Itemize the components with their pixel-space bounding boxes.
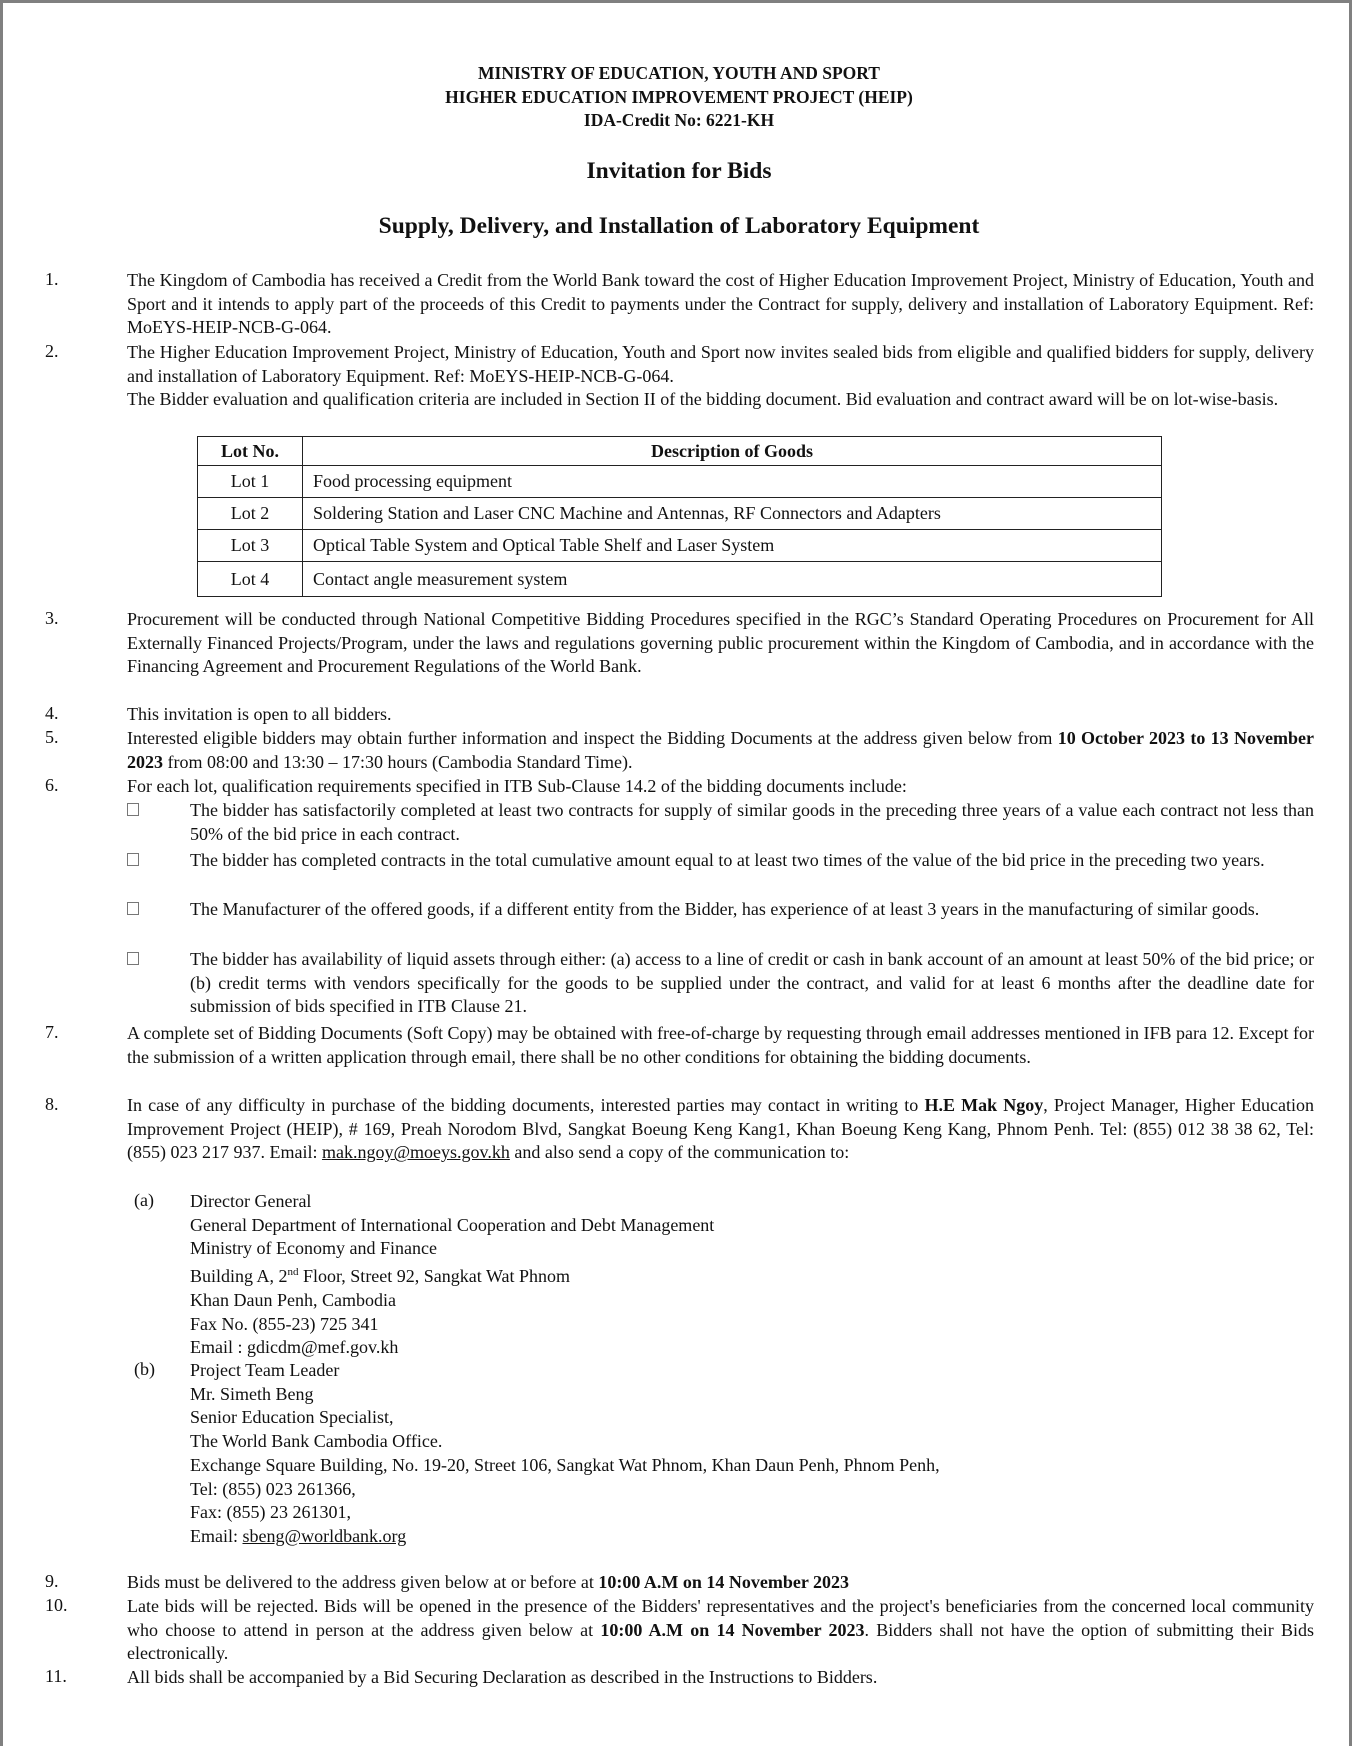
item-2-text: The Higher Education Improvement Project, Ministry of Education, Youth and Sport now invites sealed bids from eligible and qualified bidders for supply, delivery and installation of Laboratory Equipment. Ref: MoEYS-HEIP-NCB-G-064. bbox=[127, 342, 1314, 386]
address-line: Director General bbox=[190, 1191, 312, 1211]
item-number: 9. bbox=[45, 1571, 59, 1591]
item-number: 5. bbox=[45, 727, 59, 747]
item-4-text: This invitation is open to all bidders. bbox=[127, 704, 392, 724]
checkbox-bullet-icon bbox=[127, 902, 139, 920]
address-line: Project Team Leader bbox=[190, 1360, 340, 1380]
document-title: Invitation for Bids bbox=[586, 158, 772, 184]
item-number: 6. bbox=[45, 775, 59, 795]
project-manager-email-link[interactable]: mak.ngoy@moeys.gov.kh bbox=[321, 1142, 510, 1163]
address-building: Building A, 2 bbox=[190, 1266, 288, 1287]
contact-a-address bbox=[190, 1190, 714, 1360]
inspection-period: 10 October 2023 to 13 November 2023 bbox=[127, 728, 1314, 772]
ordinal-suffix: nd bbox=[287, 1266, 299, 1279]
lot-number: Lot 3 bbox=[198, 530, 303, 562]
item-7-text: A complete set of Bidding Documents (Soft Copy) may be obtained with free-of-charge by requesting through email addresses mentioned in IFB para 12. Except for the submission of a written application through email, there shall be no other conditions for obtaining the bidding documents. bbox=[127, 1023, 1314, 1067]
lot-number: Lot 2 bbox=[198, 498, 303, 530]
item-number: 1. bbox=[45, 269, 59, 289]
table-header-row bbox=[198, 437, 1162, 466]
address-line: Ministry of Economy and Finance bbox=[190, 1238, 437, 1259]
lot-description: Contact angle measurement system bbox=[303, 562, 1162, 597]
bid-opening-time: 10:00 A.M on 14 November 2023 bbox=[600, 1619, 865, 1640]
item-number: 2. bbox=[45, 341, 59, 361]
item-number: 11. bbox=[45, 1666, 67, 1686]
item-8-text-middle: , Project Manager, Higher Education Improvement Project (HEIP), # 169, Preah Norodom Blvd, Sangkat Boeung Keng Kang1, Khan Boeung Keng Kang, Phnom Penh. Tel: (855) 012 38 38 62, Tel: (855) 023 217 937. Email: bbox=[127, 1095, 1314, 1163]
table-row bbox=[198, 530, 1162, 562]
table-row bbox=[198, 466, 1162, 498]
qualification-requirement: The bidder has completed contracts in the total cumulative amount equal to at least two times of the value of the bid price in the preceding two years. bbox=[190, 850, 1265, 870]
contact-b-address bbox=[190, 1359, 940, 1549]
item-6-text: For each lot, qualification requirements specified in ITB Sub-Clause 14.2 of the bidding documents include: bbox=[127, 776, 907, 796]
item-number: 3. bbox=[45, 608, 59, 628]
address-line: Exchange Square Building, No. 19-20, Street 106, Sangkat Wat Phnom, Khan Daun Penh, Phnom Penh, bbox=[190, 1454, 940, 1475]
item-8-text bbox=[127, 1094, 1314, 1165]
address-line bbox=[190, 1261, 714, 1289]
item-8-text-start: In case of any difficulty in purchase of the bidding documents, interested parties may contact in writing to bbox=[127, 1095, 925, 1115]
qualification-requirement: The bidder has satisfactorily completed at least two contracts for supply of similar goods in the preceding three years of a value each contract not less than 50% of the bid price in each contract. bbox=[190, 800, 1314, 844]
item-number: 7. bbox=[45, 1022, 59, 1042]
item-3-text: Procurement will be conducted through National Competitive Bidding Procedures specified in the RGC’s Standard Operating Procedures on Procurement for All Externally Financed Projects/Program, under the laws and regulations governing public procurement within the Kingdom of Cambodia, and in accordance with the Financing Agreement and Procurement Regulations of the World Bank. bbox=[127, 609, 1314, 677]
lot-description: Optical Table System and Optical Table Shelf and Laser System bbox=[303, 530, 1162, 562]
item-1-text: The Kingdom of Cambodia has received a Credit from the World Bank toward the cost of Higher Education Improvement Project, Ministry of Education, Youth and Sport and it intends to apply part of the proceeds of this Credit to payments under the Contract for supply, delivery and installation of Laboratory Equipment. Ref: MoEYS-HEIP-NCB-G-064. bbox=[127, 270, 1314, 338]
bid-deadline: 10:00 A.M on 14 November 2023 bbox=[598, 1572, 850, 1592]
item-number: 8. bbox=[45, 1094, 59, 1114]
phone-line: Tel: (855) 023 261366, bbox=[190, 1478, 356, 1499]
item-9-text-start: Bids must be delivered to the address given below at or before at bbox=[127, 1572, 599, 1592]
team-leader-email-link[interactable]: sbeng@worldbank.org bbox=[242, 1525, 407, 1546]
email-label: Email: bbox=[190, 1525, 243, 1546]
item-10-text bbox=[127, 1595, 1314, 1666]
column-header-lot: Lot No. bbox=[198, 437, 303, 466]
item-9-text bbox=[127, 1571, 1314, 1595]
contact-a-label: (a) bbox=[134, 1190, 154, 1210]
item-5-text bbox=[127, 727, 1314, 774]
lot-description: Food processing equipment bbox=[303, 466, 1162, 498]
credit-number: IDA-Credit No: 6221-KH bbox=[583, 110, 775, 130]
document-page bbox=[3, 3, 1349, 1746]
address-street: Floor, Street 92, Sangkat Wat Phnom bbox=[298, 1266, 571, 1287]
item-10-text-end: . Bidders shall not have the option of submitting their Bids electronically. bbox=[127, 1619, 1314, 1664]
qualification-requirement: The bidder has availability of liquid assets through either: (a) access to a line of credit or cash in bank account of an amount at least 50% of the bid price; or (b) credit terms with vendors specifically for the goods to be supplied under the contract, and valid for at least 6 months after the deadline date for submission of bids specified in ITB Clause 21. bbox=[190, 949, 1314, 1017]
checkbox-bullet-icon bbox=[127, 803, 139, 821]
column-header-description: Description of Goods bbox=[303, 437, 1162, 466]
item-11-text: All bids shall be accompanied by a Bid Securing Declaration as described in the Instructions to Bidders. bbox=[127, 1667, 878, 1687]
qualification-requirement: The Manufacturer of the offered goods, if a different entity from the Bidder, has experience of at least 3 years in the manufacturing of similar goods. bbox=[190, 899, 1260, 919]
lots-table bbox=[197, 436, 1162, 597]
ministry-heading: MINISTRY OF EDUCATION, YOUTH AND SPORT bbox=[478, 63, 880, 83]
checkbox-bullet-icon bbox=[127, 853, 139, 871]
item-5-text-start: Interested eligible bidders may obtain further information and inspect the Bidding Documents at the address given below from bbox=[127, 728, 1058, 748]
item-5-text-end: from 08:00 and 13:30 – 17:30 hours (Cambodia Standard Time). bbox=[163, 751, 633, 772]
contact-name: H.E Mak Ngoy bbox=[924, 1095, 1044, 1115]
lot-number: Lot 1 bbox=[198, 466, 303, 498]
address-line: Khan Daun Penh, Cambodia bbox=[190, 1289, 396, 1310]
item-8-text-end: and also send a copy of the communication to: bbox=[509, 1142, 850, 1163]
table-row bbox=[198, 498, 1162, 530]
address-line: The World Bank Cambodia Office. bbox=[190, 1431, 443, 1452]
item-10-text-start: Late bids will be rejected. Bids will be opened in the presence of the Bidders' representatives and the project's beneficiaries from the concerned local community who choose to attend in person at the address given below at bbox=[127, 1596, 1314, 1640]
document-subtitle: Supply, Delivery, and Installation of Laboratory Equipment bbox=[378, 213, 980, 239]
lot-description: Soldering Station and Laser CNC Machine and Antennas, RF Connectors and Adapters bbox=[303, 498, 1162, 530]
table-row bbox=[198, 562, 1162, 597]
item-number: 10. bbox=[45, 1595, 68, 1615]
email-line: Email : gdicdm@mef.gov.kh bbox=[190, 1337, 399, 1358]
fax-line: Fax No. (855-23) 725 341 bbox=[190, 1313, 379, 1334]
fax-line: Fax: (855) 23 261301, bbox=[190, 1502, 351, 1523]
project-heading: HIGHER EDUCATION IMPROVEMENT PROJECT (HEIP) bbox=[445, 87, 913, 107]
item-2-evaluation-text: The Bidder evaluation and qualification criteria are included in Section II of the bidding document. Bid evaluation and contract award will be on lot-wise-basis. bbox=[127, 389, 1279, 409]
address-line: Senior Education Specialist, bbox=[190, 1407, 394, 1428]
item-number: 4. bbox=[45, 703, 59, 723]
checkbox-bullet-icon bbox=[127, 952, 139, 970]
lot-number: Lot 4 bbox=[198, 562, 303, 597]
email-line bbox=[190, 1525, 940, 1549]
contact-b-label: (b) bbox=[134, 1359, 155, 1379]
address-line: Mr. Simeth Beng bbox=[190, 1383, 314, 1404]
address-line: General Department of International Cooperation and Debt Management bbox=[190, 1214, 715, 1235]
